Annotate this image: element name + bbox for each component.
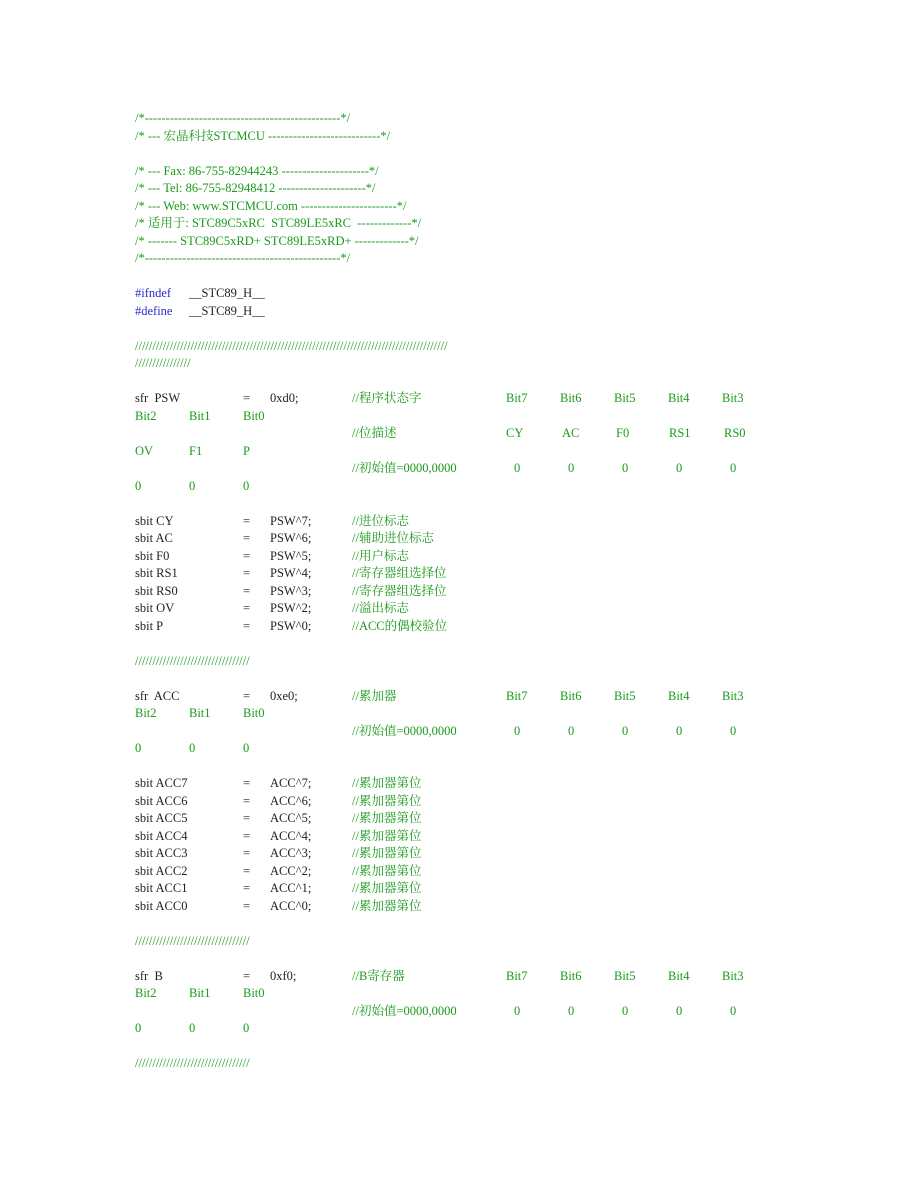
sbit-comment: //用户标志 (352, 548, 409, 563)
psw-desc-bit: F0 (616, 426, 630, 440)
b-bit-header: Bit6 (560, 968, 582, 983)
psw-desc-bit: P (243, 443, 250, 458)
psw-init-bit: 0 (568, 461, 575, 475)
psw-eq: = (243, 391, 251, 405)
b-bit-header: Bit7 (506, 968, 528, 983)
header-applies-line: /* 适用于: STC89C5xRC STC89LE5xRC -------------*/ (135, 216, 422, 230)
psw-init-bit: 0 (730, 461, 737, 475)
psw-bit-header: Bit2 (135, 408, 157, 423)
sbit-eq: = (243, 828, 251, 843)
separator-short: ///////////////////////////////// (135, 653, 250, 668)
psw-init-bit: 0 (514, 461, 521, 475)
psw-init-bit: 0 (243, 478, 250, 493)
psw-bit-header: Bit4 (668, 391, 690, 405)
sbit-comment: //寄存器组选择位 (352, 566, 447, 580)
b-init-bit: 0 (622, 1003, 629, 1018)
sbit-eq: = (243, 566, 251, 580)
acc-init-comment: //初始值=0000,0000 (352, 723, 457, 738)
psw-bit-header: Bit3 (722, 391, 744, 405)
sbit-comment: //累加器第位 (352, 881, 422, 895)
acc-bit-header: Bit7 (506, 688, 528, 703)
sbit-name: sbit F0 (135, 548, 170, 563)
header-tel-line: /* --- Tel: 86-755-82948412 ---------------------*/ (135, 181, 376, 195)
acc-init-bit: 0 (622, 723, 629, 738)
b-init-bit: 0 (189, 1021, 196, 1035)
acc-bit-header: Bit1 (189, 706, 211, 720)
ifndef-line (135, 285, 795, 303)
code-document (135, 110, 795, 1073)
sbit-line (135, 810, 795, 828)
acc-init-bit: 0 (568, 723, 575, 738)
sbit-value: PSW^6; (270, 531, 312, 545)
sbit-line (135, 548, 795, 566)
psw-init-comment: //初始值=0000,0000 (352, 461, 457, 475)
psw-init-line (135, 460, 795, 478)
sbit-line (135, 565, 795, 583)
sbit-comment: //累加器第位 (352, 898, 422, 913)
psw-bit-header-wrap (135, 408, 795, 426)
sbit-value: PSW^2; (270, 601, 312, 615)
b-init-wrap (135, 1020, 795, 1038)
sbit-value: ACC^7; (270, 776, 312, 790)
b-init-bit: 0 (568, 1003, 575, 1018)
b-init-line (135, 1003, 795, 1021)
psw-bit-header: Bit5 (614, 391, 636, 405)
sbit-name: sbit ACC5 (135, 811, 188, 825)
psw-init-bit: 0 (135, 478, 142, 493)
sbit-line (135, 775, 795, 793)
sbit-value: ACC^4; (270, 828, 312, 843)
sbit-eq: = (243, 583, 251, 598)
psw-desc-bit: RS1 (669, 426, 691, 440)
psw-init-wrap (135, 478, 795, 496)
sbit-value: ACC^3; (270, 846, 312, 860)
sbit-name: sbit ACC4 (135, 828, 188, 843)
sbit-value: ACC^2; (270, 863, 312, 878)
sbit-comment: //累加器第位 (352, 828, 422, 843)
sbit-line (135, 845, 795, 863)
separator-long-wrap: //////////////// (135, 356, 191, 370)
sbit-eq: = (243, 513, 251, 528)
acc-bit-header-wrap (135, 705, 795, 723)
header-border-bottom: /*-----------------------------------------------*/ (135, 251, 351, 265)
sbit-comment: //辅助进位标志 (352, 531, 434, 545)
separator-short: ///////////////////////////////// (135, 933, 250, 948)
define-keyword: #define (135, 303, 173, 318)
b-bit-header-wrap (135, 985, 795, 1003)
header-applies2-line: /* ------- STC89C5xRD+ STC89LE5xRD+ -------------*/ (135, 233, 419, 248)
sbit-eq: = (243, 776, 251, 790)
acc-bit-header: Bit4 (668, 688, 690, 703)
define-name: __STC89_H__ (189, 303, 265, 318)
sbit-name: sbit ACC0 (135, 898, 188, 913)
header-web-line: /* --- Web: www.STCMCU.com -----------------------*/ (135, 198, 407, 213)
sbit-name: sbit ACC6 (135, 793, 188, 808)
psw-desc-bit: CY (506, 426, 524, 440)
sbit-line (135, 618, 795, 636)
sbit-value: ACC^1; (270, 881, 312, 895)
sbit-comment: //寄存器组选择位 (352, 583, 447, 598)
sbit-comment: //累加器第位 (352, 811, 422, 825)
b-sfr-line (135, 968, 795, 986)
sbit-name: sbit OV (135, 601, 175, 615)
sbit-line (135, 530, 795, 548)
b-bit-header: Bit3 (722, 968, 744, 983)
ifndef-keyword: #ifndef (135, 286, 172, 300)
separator-long: ////////////////////////////////////////////////////////////////////////////////////////// (135, 338, 448, 353)
sbit-line (135, 898, 795, 916)
sbit-name: sbit ACC2 (135, 863, 188, 878)
psw-desc-comment: //位描述 (352, 426, 397, 440)
sbit-name: sbit AC (135, 531, 173, 545)
psw-comment: //程序状态字 (352, 391, 422, 405)
acc-init-bit: 0 (243, 741, 250, 755)
b-init-bit: 0 (730, 1003, 737, 1018)
ifndef-name: __STC89_H__ (189, 286, 265, 300)
sbit-comment: //累加器第位 (352, 776, 422, 790)
psw-desc-bit: OV (135, 443, 154, 458)
sbit-eq: = (243, 846, 251, 860)
sbit-value: PSW^0; (270, 618, 312, 633)
sbit-name: sbit RS1 (135, 566, 178, 580)
acc-sfr-decl: sfr ACC (135, 688, 180, 703)
sbit-value: ACC^0; (270, 898, 312, 913)
sbit-name: sbit RS0 (135, 583, 178, 598)
sbit-comment: //ACC的偶校验位 (352, 618, 448, 633)
sbit-comment: //累加器第位 (352, 793, 422, 808)
acc-bit-header: Bit3 (722, 688, 744, 703)
psw-desc-bit: F1 (189, 443, 203, 458)
sbit-comment: //进位标志 (352, 513, 409, 528)
sbit-eq: = (243, 811, 251, 825)
sbit-line (135, 513, 795, 531)
sbit-value: PSW^7; (270, 513, 312, 528)
acc-bit-header: Bit2 (135, 706, 157, 720)
sbit-eq: = (243, 618, 251, 633)
sbit-line (135, 793, 795, 811)
b-bit-header: Bit2 (135, 986, 157, 1000)
acc-init-bit: 0 (730, 723, 737, 738)
psw-desc-bit: RS0 (724, 426, 746, 440)
acc-addr: 0xe0; (270, 688, 298, 703)
psw-sfr-line (135, 390, 795, 408)
acc-bit-header: Bit6 (560, 688, 582, 703)
psw-bit-header: Bit7 (506, 391, 528, 405)
sbit-line (135, 828, 795, 846)
sbit-value: PSW^5; (270, 548, 312, 563)
sbit-eq: = (243, 881, 251, 895)
acc-init-line (135, 723, 795, 741)
acc-init-bit: 0 (135, 741, 142, 755)
acc-sfr-line (135, 688, 795, 706)
sbit-name: sbit ACC3 (135, 846, 188, 860)
acc-bit-header: Bit0 (243, 706, 265, 720)
b-bit-header: Bit1 (189, 986, 211, 1000)
psw-desc-wrap (135, 443, 795, 461)
sbit-comment: //累加器第位 (352, 846, 422, 860)
b-bit-header: Bit0 (243, 986, 265, 1000)
b-eq: = (243, 968, 251, 983)
sbit-line (135, 600, 795, 618)
psw-init-bit: 0 (622, 461, 629, 475)
acc-init-bit: 0 (514, 723, 521, 738)
sbit-eq: = (243, 548, 251, 563)
acc-init-bit: 0 (676, 723, 683, 738)
sbit-value: PSW^4; (270, 566, 312, 580)
sbit-value: PSW^3; (270, 583, 312, 598)
b-init-bit: 0 (243, 1021, 250, 1035)
b-init-bit: 0 (514, 1003, 521, 1018)
sbit-eq: = (243, 601, 251, 615)
psw-bit-header: Bit1 (189, 408, 211, 423)
sbit-name: sbit P (135, 618, 164, 633)
acc-init-bit: 0 (189, 741, 196, 755)
sbit-name: sbit ACC1 (135, 881, 188, 895)
acc-eq: = (243, 688, 251, 703)
acc-bit-header: Bit5 (614, 688, 636, 703)
b-init-comment: //初始值=0000,0000 (352, 1003, 457, 1018)
b-bit-header: Bit4 (668, 968, 690, 983)
sbit-name: sbit CY (135, 513, 174, 528)
acc-init-wrap (135, 740, 795, 758)
sbit-eq: = (243, 863, 251, 878)
header-title-line: /* --- 宏晶科技STCMCU ---------------------------*/ (135, 128, 391, 143)
sbit-line (135, 583, 795, 601)
acc-comment: //累加器 (352, 688, 397, 703)
psw-sfr-decl: sfr PSW (135, 391, 181, 405)
separator-short: ///////////////////////////////// (135, 1056, 250, 1070)
psw-addr: 0xd0; (270, 391, 299, 405)
psw-desc-bit: AC (562, 426, 580, 440)
define-line (135, 303, 795, 321)
b-comment: //B寄存器 (352, 968, 405, 983)
b-addr: 0xf0; (270, 968, 297, 983)
b-init-bit: 0 (676, 1003, 683, 1018)
sbit-comment: //累加器第位 (352, 863, 422, 878)
sbit-value: ACC^5; (270, 811, 312, 825)
b-sfr-decl: sfr B (135, 968, 163, 983)
b-bit-header: Bit5 (614, 968, 636, 983)
header-border-top: /*-----------------------------------------------*/ (135, 111, 351, 125)
sbit-eq: = (243, 898, 251, 913)
sbit-eq: = (243, 531, 251, 545)
sbit-comment: //溢出标志 (352, 601, 409, 615)
psw-bit-header: Bit0 (243, 408, 265, 423)
psw-init-bit: 0 (676, 461, 683, 475)
header-fax-line: /* --- Fax: 86-755-82944243 ---------------------*/ (135, 163, 379, 178)
sbit-line (135, 880, 795, 898)
psw-init-bit: 0 (189, 478, 196, 493)
psw-desc-line (135, 425, 795, 443)
b-init-bit: 0 (135, 1021, 142, 1035)
psw-bit-header: Bit6 (560, 391, 582, 405)
sbit-value: ACC^6; (270, 793, 312, 808)
sbit-name: sbit ACC7 (135, 776, 188, 790)
sbit-eq: = (243, 793, 251, 808)
sbit-line (135, 863, 795, 881)
